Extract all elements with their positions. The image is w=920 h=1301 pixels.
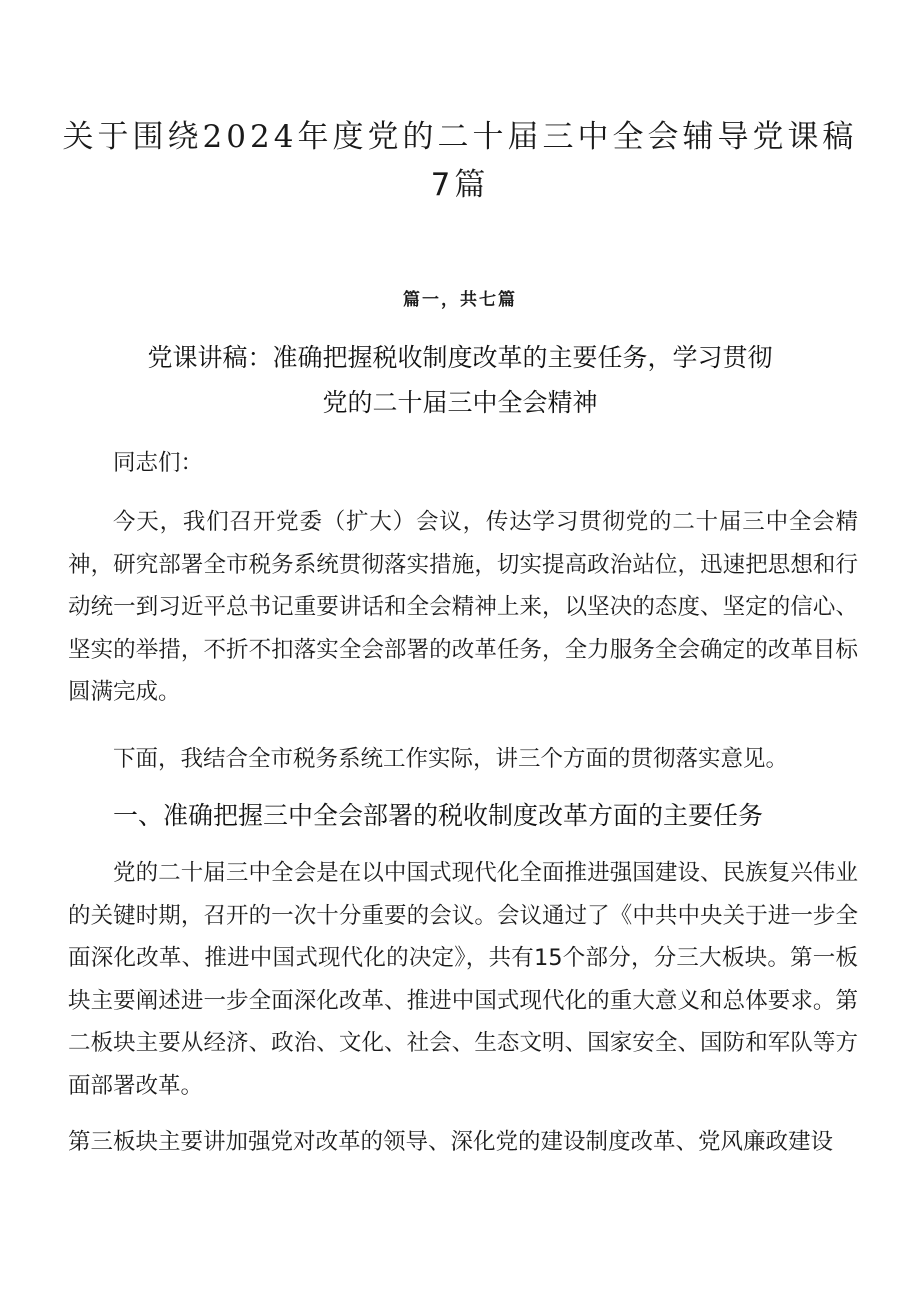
body-paragraph: 今天，我们召开党委（扩大）会议，传达学习贯彻党的二十届三中全会精神，研究部署全市税务系统贯彻落实措施，切实提高政治站位，迅速把思想和行动统一到习近平总书记重要讲话和全会精神上来，以坚决的态度、坚定的信心、坚实的举措，不折不扣落实全会部署的改革任务，全力服务全会确定的改革目标圆满完成。 xyxy=(68,509,858,705)
section-heading: 一、准确把握三中全会部署的税收制度改革方面的主要任务 xyxy=(113,801,764,830)
series-label: 篇一，共七篇 xyxy=(403,290,517,310)
greeting: 同志们： xyxy=(113,450,204,476)
document-title-line1: 关于围绕2024年度党的二十届三中全会辅导党课稿 xyxy=(62,119,858,155)
lesson-title-line2: 党的二十届三中全会精神 xyxy=(322,388,598,417)
document-title-line2: 7篇 xyxy=(430,167,490,203)
lesson-title-line1: 党课讲稿：准确把握税收制度改革的主要任务，学习贯彻 xyxy=(147,343,773,372)
body-paragraph: 党的二十届三中全会是在以中国式现代化全面推进强国建设、民族复兴伟业的关键时期，召开的一次十分重要的会议。会议通过了《中共中央关于进一步全面深化改革、推进中国式现代化的决定》，共有15个部分，分三大板块。第一板块主要阐述进一步全面深化改革、推进中国式现代化的重大意义和总体要求。第二板块主要从经济、政治、文化、社会、生态文明、国家安全、国防和军队等方面部署改革。 xyxy=(68,860,858,1099)
body-paragraph: 第三板块主要讲加强党对改革的领导、深化党的建设制度改革、党风廉政建设 xyxy=(68,1129,834,1155)
body-paragraph: 下面，我结合全市税务系统工作实际，讲三个方面的贯彻落实意见。 xyxy=(113,746,789,772)
